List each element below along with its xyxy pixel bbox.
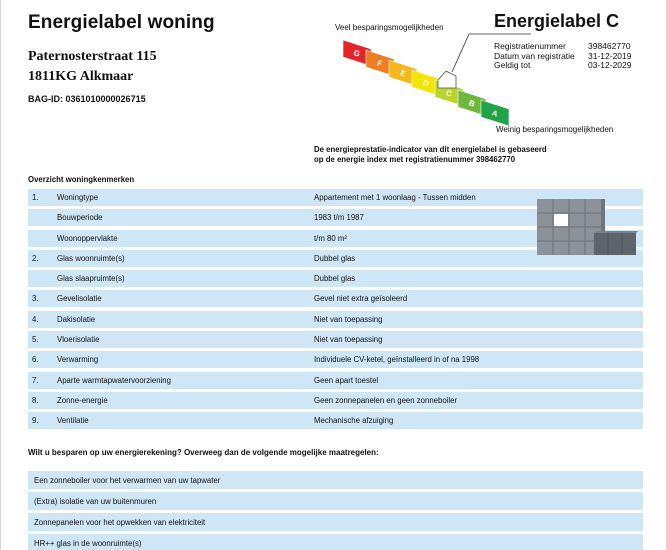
meta-value: 03-12-2029 (588, 60, 632, 70)
row-value: Geen zonnepanelen en geen zonneboiler (314, 395, 458, 405)
table-row (28, 290, 643, 307)
label-top-caption: Veel besparingsmogelijkheden (335, 23, 444, 32)
note-line: De energieprestatie-indicator van dit energielabel is gebaseerd (314, 145, 547, 154)
row-value: Appartement met 1 woonlaag - Tussen midden (314, 193, 476, 202)
row-number: 7. (32, 375, 39, 385)
energy-index-note (314, 145, 554, 165)
row-number: 1. (32, 193, 39, 202)
page-title: Energielabel woning (28, 12, 215, 33)
row-label: Dakisolatie (57, 314, 96, 324)
row-value: Niet van toepassing (314, 314, 383, 324)
label-class-letter: D (421, 78, 431, 89)
row-value: 1983 t/m 1987 (314, 213, 364, 223)
address-city: 1811KG Alkmaar (28, 69, 134, 84)
label-class-letter: B (467, 98, 477, 109)
label-bottom-caption: Weinig besparingsmogelijkheden (496, 125, 614, 134)
label-class-letter: G (352, 48, 362, 59)
measures-question: Wilt u besparen op uw energierekening? Overweeg dan de volgende mogelijke maatregelen: (28, 448, 379, 457)
row-number: 6. (32, 355, 39, 365)
table-row (28, 372, 643, 389)
row-value: Mechanische afzuiging (314, 416, 394, 426)
registration-meta (494, 42, 638, 71)
row-label: Ventilatie (57, 416, 89, 426)
row-number: 4. (32, 314, 39, 324)
list-item: Zonnepanelen voor het opwekken van elektriciteit (28, 513, 643, 531)
table-row (28, 392, 643, 409)
row-value: Gevel niet extra geïsoleerd (314, 294, 408, 304)
row-label: Bouwperiode (57, 213, 103, 223)
meta-key: Datum van registratie (494, 50, 575, 61)
row-number: 5. (32, 335, 39, 345)
meta-row (494, 61, 638, 71)
row-value: Geen apart toestel (314, 375, 379, 385)
row-label: Vloerisolatie (57, 335, 100, 345)
row-label: Aparte warmtapwatervoorziening (57, 375, 171, 385)
list-item: Een zonneboiler voor het verwarmen van uw tapwater (28, 471, 643, 489)
bag-id: BAG-ID: 0361010000026715 (28, 94, 146, 104)
row-number: 2. (32, 253, 39, 263)
row-label: Gevelisolatie (57, 294, 102, 304)
label-class-letter: A (490, 108, 500, 119)
table-row (28, 412, 643, 429)
row-value: Niet van toepassing (314, 335, 383, 345)
meta-value: 31-12-2019 (588, 50, 632, 61)
kenmerken-title: Overzicht woningkenmerken (28, 175, 135, 184)
table-row (28, 311, 643, 328)
label-class-letter: E (398, 68, 407, 79)
note-line: op de energie index met registratienummer 398462770 (314, 155, 516, 164)
measures-list (28, 471, 643, 550)
apartment-building-icon (534, 195, 639, 257)
current-class-marker-icon (438, 71, 456, 88)
table-row (28, 351, 643, 368)
row-label: Zonne-energie (57, 395, 108, 405)
label-class-letter: F (375, 58, 384, 69)
row-value: Dubbel glas (314, 253, 356, 263)
row-label: Verwarming (57, 355, 99, 365)
row-label: Woonoppervlakte (57, 233, 118, 243)
meta-value: 398462770 (588, 41, 631, 51)
row-label: Glas woonruimte(s) (57, 253, 125, 263)
table-row (28, 270, 643, 287)
row-number: 9. (32, 416, 39, 426)
meta-key: Geldig tot (494, 60, 531, 70)
label-class-letter: C (444, 88, 454, 99)
energy-label-title: Energielabel C (494, 11, 620, 31)
row-value: Individuele CV-ketel, geïnstalleerd in of na 1998 (314, 355, 480, 365)
row-value: Dubbel glas (314, 274, 356, 284)
row-value: t/m 80 m² (314, 233, 347, 243)
list-item: HR++ glas in de woonruimte(s) (28, 534, 643, 550)
list-item: (Extra) isolatie van uw buitenmuren (28, 492, 643, 510)
table-row (28, 331, 643, 348)
address-street: Paternosterstraat 115 (28, 49, 157, 64)
row-label: Woningtype (57, 193, 99, 202)
row-label: Glas slaapruimte(s) (57, 274, 125, 284)
meta-key: Registratienummer (494, 41, 566, 51)
row-number: 8. (32, 395, 39, 405)
row-number: 3. (32, 294, 39, 304)
